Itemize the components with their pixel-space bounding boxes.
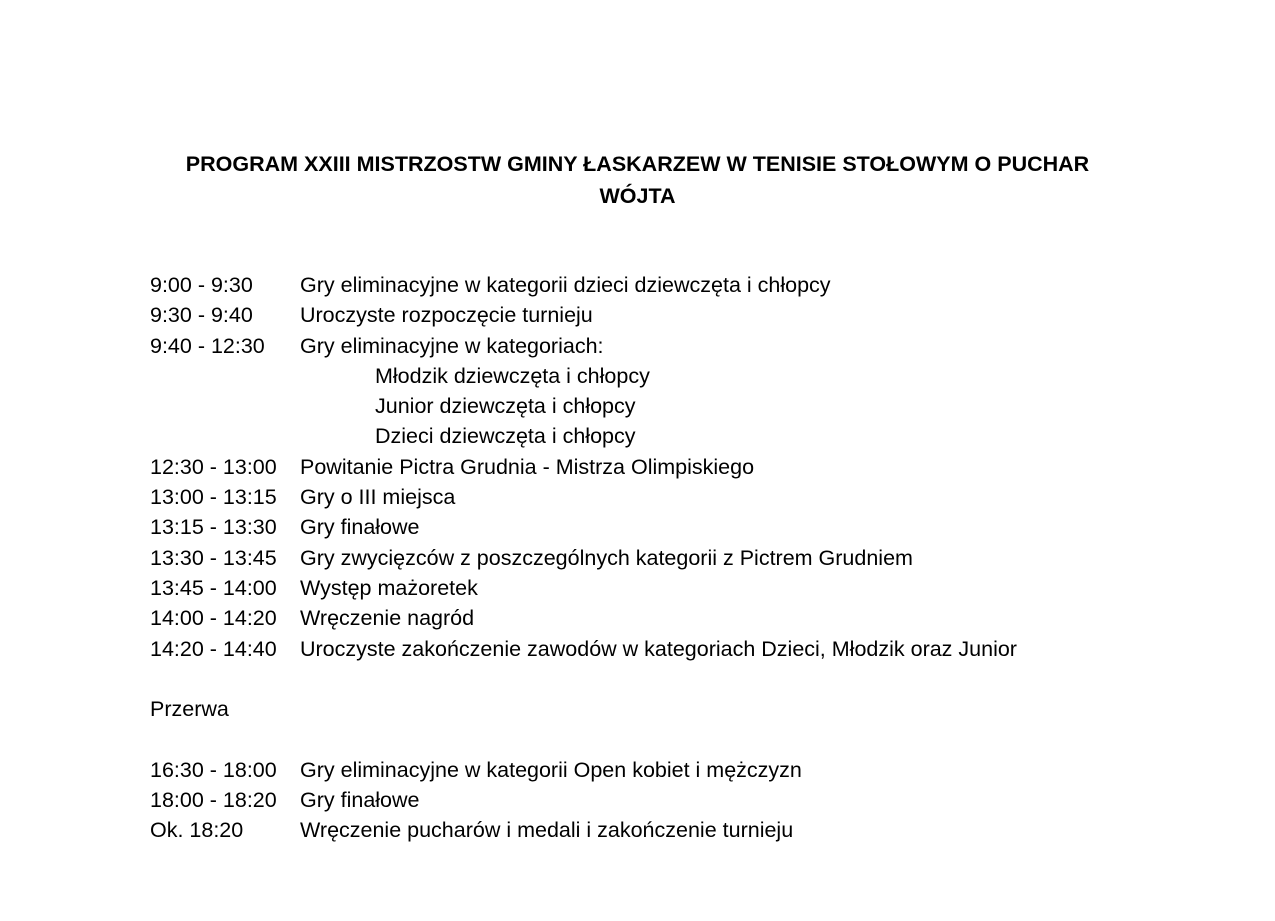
- schedule-row: [150, 543, 1150, 573]
- schedule-description: Wręczenie nagród: [300, 606, 475, 631]
- schedule-time: 16:30 - 18:00: [150, 757, 277, 782]
- schedule-time: 13:45 - 14:00: [150, 575, 277, 600]
- category-item: Dzieci dziewczęta i chłopcy: [375, 424, 636, 449]
- title-line-1: PROGRAM XXIII MISTRZOSTW GMINY ŁASKARZEW W TENISIE STOŁOWYM O PUCHAR: [185, 152, 1090, 176]
- schedule-row: [150, 603, 1150, 633]
- schedule-time: 13:15 - 13:30: [150, 515, 277, 540]
- schedule-description: Gry eliminacyjne w kategoriach:: [300, 333, 604, 358]
- schedule-description: Gry eliminacyjne w kategorii dzieci dziewczęta i chłopcy: [300, 273, 831, 297]
- schedule-description: Uroczyste rozpoczęcie turnieju: [300, 303, 593, 328]
- schedule-description: Uroczyste zakończenie zawodów w kategoriach Dzieci, Młodzik oraz Junior: [300, 636, 1017, 661]
- schedule-row: [150, 512, 1150, 542]
- schedule-description: Gry zwycięzców z poszczególnych kategorii z Pictrem Grudniem: [300, 545, 913, 570]
- schedule-row: [150, 331, 1150, 361]
- schedule-description: Powitanie Pictra Grudnia - Mistrza Olimpiskiego: [300, 454, 755, 479]
- page-title: [140, 148, 1135, 212]
- title-line-2: WÓJTA: [599, 184, 676, 208]
- schedule-description: Występ mażoretek: [300, 575, 478, 600]
- schedule-row: [150, 815, 1150, 845]
- spacer: [150, 724, 1150, 754]
- schedule-description: Gry o III miejsca: [300, 485, 456, 510]
- spacer: [150, 664, 1150, 694]
- schedule-row: [150, 785, 1150, 815]
- schedule-row: [150, 573, 1150, 603]
- schedule-time: 13:30 - 13:45: [150, 545, 277, 570]
- break-label: Przerwa: [150, 697, 229, 722]
- break-row: [150, 694, 1150, 724]
- schedule-row: [150, 270, 1150, 300]
- schedule-row: [150, 634, 1150, 664]
- schedule-time: 13:00 - 13:15: [150, 485, 277, 510]
- schedule-row: [150, 482, 1150, 512]
- schedule-time: 14:20 - 14:40: [150, 636, 277, 661]
- schedule-description: Gry finałowe: [300, 788, 420, 813]
- schedule-time: 9:00 - 9:30: [150, 273, 253, 297]
- schedule-time: 9:30 - 9:40: [150, 303, 253, 328]
- schedule-time: 9:40 - 12:30: [150, 333, 265, 358]
- schedule-row: [150, 755, 1150, 785]
- schedule-row: [150, 452, 1150, 482]
- schedule-description: Wręczenie pucharów i medali i zakończenie turnieju: [300, 818, 794, 843]
- schedule-row: [150, 300, 1150, 330]
- schedule-time: 14:00 - 14:20: [150, 606, 277, 631]
- schedule-time: 12:30 - 13:00: [150, 454, 277, 479]
- schedule: [150, 270, 1150, 846]
- schedule-description: Gry eliminacyjne w kategorii Open kobiet i mężczyzn: [300, 757, 802, 782]
- schedule-time: Ok. 18:20: [150, 818, 244, 843]
- category-item: Junior dziewczęta i chłopcy: [375, 394, 636, 419]
- category-item: Młodzik dziewczęta i chłopcy: [375, 363, 650, 388]
- schedule-time: 18:00 - 18:20: [150, 788, 277, 813]
- schedule-description: Gry finałowe: [300, 515, 420, 540]
